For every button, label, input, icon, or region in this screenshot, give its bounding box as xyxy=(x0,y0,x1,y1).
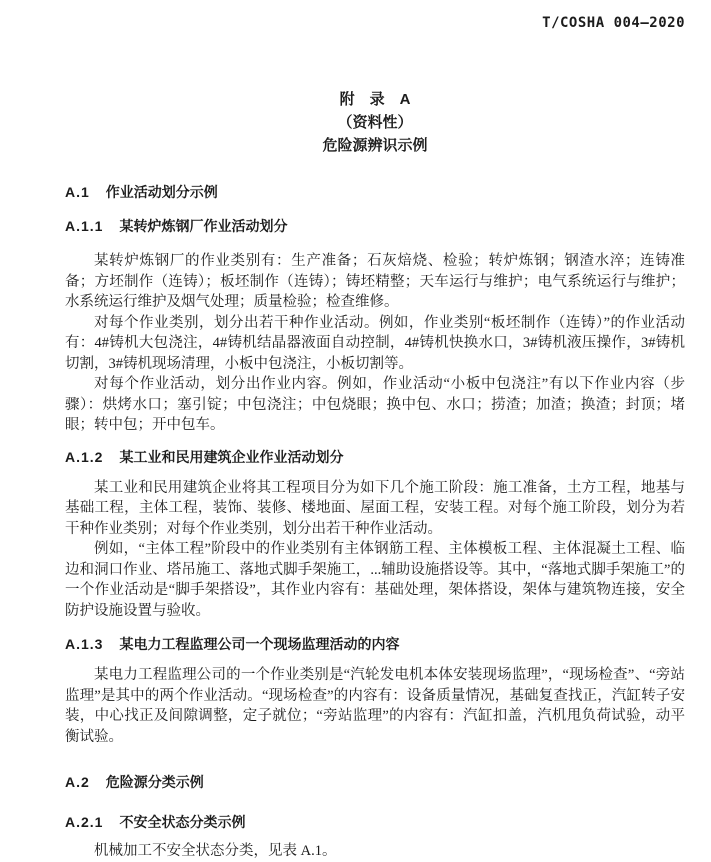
section-heading-a12 xyxy=(65,448,685,466)
appendix-label: 附 录 A xyxy=(339,91,411,108)
paragraph-a11-2: 对每个作业类别，划分出若干种作业活动。例如，作业类别“板坯制作（连铸）”的作业活动有：4#铸机大包浇注，4#铸机结晶器液面自动控制，4#铸机快换水口，3#铸机液压操作，3#铸机切割，3#铸机现场清理，小板中包浇注，小板切割等。 xyxy=(65,314,685,372)
section-number: A.1 xyxy=(65,184,90,200)
section-title: 危险源分类示例 xyxy=(105,774,204,790)
paragraph-a13-1: 某电力工程监理公司的一个作业类别是“汽轮发电机本体安装现场监理”，“现场检查”、“旁站监理”是其中的两个作业活动。“现场检查”的内容有：设备质量情况，基础复查找正，汽缸转子安装，中心找正及间隙调整，定子就位；“旁站监理”的内容有：汽缸扣盖，汽机甩负荷试验，动平衡试验。 xyxy=(65,667,685,745)
section-title: 不安全状态分类示例 xyxy=(119,814,246,830)
appendix-type-note: （资料性） xyxy=(337,114,413,131)
section-heading-a21 xyxy=(65,813,685,831)
section-heading-a1 xyxy=(65,183,685,201)
document-header xyxy=(65,14,685,32)
paragraph-a12-1: 某工业和民用建筑企业将其工程项目分为如下几个施工阶段：施工准备，土方工程，地基与基础工程，主体工程，装饰、装修、楼地面、屋面工程，安装工程。对每个施工阶段，划分为若干种作业类别；对每个作业类别，划分出若干种作业活动。 xyxy=(65,479,685,537)
appendix-title: 危险源辨识示例 xyxy=(322,137,428,154)
paragraph-a11-3: 对每个作业活动，划分出作业内容。例如，作业活动“小板中包浇注”有以下作业内容（步骤）：烘烤水口；塞引锭；中包浇注；中包烧眼；换中包、水口；捞渣；加渣；换渣；封顶；堵眼；转中包；开中包车。 xyxy=(65,376,685,433)
section-number: A.2.1 xyxy=(65,814,104,830)
paragraph-a12-2: 例如，“主体工程”阶段中的作业类别有主体钢筋工程、主体模板工程、主体混凝土工程、临边和洞口作业、塔吊施工、落地式脚手架施工，...辅助设施搭设等。其中，“落地式脚手架施工”的一个作业活动是“脚手架搭设”，其作业内容有：基础处理，架体搭设，架体与建筑物连接，安全防护设施设置与验收。 xyxy=(65,541,685,619)
section-title: 某电力工程监理公司一个现场监理活动的内容 xyxy=(119,636,400,652)
paragraph-a21-1: 机械加工不安全状态分类，见表 A.1。 xyxy=(94,843,337,859)
section-heading-a2 xyxy=(65,773,685,791)
section-heading-a11 xyxy=(65,217,685,235)
standard-reference: T/COSHA 004—2020 xyxy=(542,15,685,31)
section-heading-a13 xyxy=(65,635,685,653)
appendix-title-block xyxy=(65,88,685,157)
section-number: A.1.1 xyxy=(65,218,104,234)
section-title: 某工业和民用建筑企业作业活动划分 xyxy=(119,448,344,465)
paragraph-a11-1: 某转炉炼钢厂的作业类别有：生产准备；石灰焙烧、检验；转炉炼钢；钢渣水淬；连铸准备；方坯制作（连铸）；板坯制作（连铸）；铸坯精整；天车运行与维护；电气系统运行与维护；水系统运行维护及烟气处理；质量检验；检查维修。 xyxy=(65,253,685,310)
section-title: 某转炉炼钢厂作业活动划分 xyxy=(119,218,288,234)
section-number: A.1.2 xyxy=(65,448,104,465)
section-number: A.1.3 xyxy=(65,636,104,652)
section-number: A.2 xyxy=(65,774,90,790)
section-title: 作业活动划分示例 xyxy=(105,184,218,200)
